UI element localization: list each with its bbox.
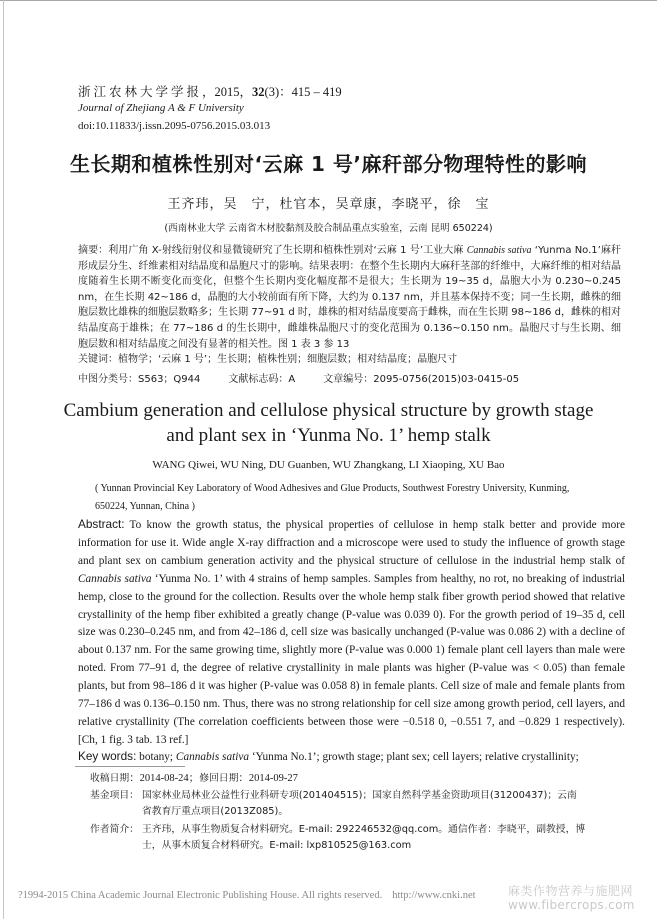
page-top-border (0, 0, 657, 1)
affiliation-en-line-2: 650224, Yunnan, China ) (95, 501, 195, 512)
journal-name-cn: 浙江农林大学学报 (78, 84, 203, 99)
watermark-url: www.fibercrops.com (508, 898, 635, 912)
authors-en: WANG Qiwei, WU Ning, DU Guanben, WU Zhangkang, LI Xiaoping, XU Bao (152, 459, 505, 471)
footnote-divider (75, 766, 185, 767)
doc-code-value: A (288, 374, 296, 385)
received-value: ：2014-08-24； (129, 773, 200, 784)
journal-header-cn (78, 82, 342, 100)
received-label: 收稿日期 (90, 773, 130, 784)
keywords-en-text-2: ‘Yunma No.1’; growth stage; plant sex; cell layers; relative crystallinity; (249, 751, 579, 763)
abstract-en-species: Cannabis sativa (78, 572, 152, 585)
keywords-cn-text: 植物学；‘云麻 1 号’；生长期；植株性别；细胞层数；相对结晶度；晶胞尺寸 (118, 354, 458, 366)
article-no-value: 2095-0756(2015)03-0415-05 (373, 374, 520, 385)
abstract-cn-species: Cannabis sativa (466, 245, 532, 256)
title-cn: 生长期和植株性别对‘云麻 1 号’麻秆部分物理特性的影响 (69, 152, 588, 176)
doi[interactable]: doi:10.11833/j.issn.2095-0756.2015.03.013 (78, 120, 271, 132)
title-en (0, 398, 657, 448)
affiliation-en (95, 480, 615, 516)
doc-code-label: 文献标志码： (228, 374, 289, 385)
author-label: 作者简介： (90, 824, 139, 835)
author-line-1: 王齐玮，从事生物质复合材料研究。E-mail: 292246532@qq.com。通信作者：李晓平，副教授，博 (142, 824, 586, 835)
abstract-en-text-1: To know the growth status, the physical properties of cellulose in hemp stalk better and provide more information for use it. Wide angle X-ray diffraction and a microscope were used to study the influence of growth stage and plant sex on cambium generation activity and the physical structure of cellulose in the industrial hemp stalk of (78, 519, 625, 567)
abstract-cn-text-1: 利用广角 X-射线衍射仪和显微镜研究了生长期和植株性别对‘云麻 1 号’工业大麻 (108, 245, 464, 256)
journal-year: ，2015， (202, 85, 253, 99)
cnki-link[interactable]: http://www.cnki.net (392, 890, 476, 901)
copyright-footer (18, 890, 476, 901)
keywords-en-species: Cannabis sativa (175, 751, 250, 763)
journal-name-en: Journal of Zhejiang A & F University (78, 102, 244, 114)
footnote-author (90, 822, 630, 854)
revised-label: 修回日期 (199, 773, 239, 784)
fund-line-2: 省教育厅重点项目(2013Z085)。 (142, 806, 289, 817)
keywords-en (78, 749, 638, 763)
footnote-dates (90, 771, 630, 787)
watermark (508, 884, 635, 912)
keywords-en-text-1: botany; (136, 751, 176, 763)
article-no-label: 文章编号： (323, 374, 374, 385)
abstract-cn (78, 243, 621, 368)
abstract-cn-text-2: ‘Yunma No.1’麻秆形成层分生、纤维素相对结晶度和晶胞尺寸的影响。结果表明：在整个生长期内大麻秆茎部的纤维中，大麻纤维的相对结晶度随着生长期不断变化而变化，但整个生长期内变化幅度都不是很大；生长期为 19~35 d，晶胞大小为 0.230~0.245 nm，在生长期 42~186 d，晶胞的大小较前面有所下降，大约为 0.137 nm，并且基本保持不变；同一生长期，雌株的细胞层数比雄株的细胞层数略多；生长期 77~91 d 时，雄株的相对结晶度要高于雌株，而在生长期 98~186 d，雌株的相对结晶度高于雄株；在 77~186 d 的生长期中，雌雄株晶胞尺寸的变化范围为 0.136~0.150 nm。晶胞尺寸与生长期、细胞层数和相对结晶度之间没有显著的相关性。图 1 表 3 参 13 (78, 245, 622, 350)
title-en-line-1: Cambium generation and cellulose physical structure by growth stage (63, 400, 594, 421)
footnote-funding (90, 788, 630, 820)
classification-line (78, 370, 621, 385)
keywords-en-label: Key words: (78, 749, 137, 763)
journal-issue-pages: (3)：415 – 419 (264, 85, 342, 99)
title-en-line-2: and plant sex in ‘Yunma No. 1’ hemp stalk (166, 425, 491, 446)
watermark-cn: 麻类作物营养与施肥网 (508, 884, 634, 898)
abstract-en (78, 516, 625, 750)
clc-value: S563；Q944 (138, 374, 201, 385)
abstract-en-label: Abstract: (78, 517, 125, 531)
abstract-cn-label: 摘要： (78, 245, 109, 256)
affiliation-en-line-1: ( Yunnan Provincial Key Laboratory of Wood Adhesives and Glue Products, Southwest Forestry University, Kunming, (95, 483, 570, 494)
clc-label: 中图分类号： (78, 374, 138, 385)
revised-value: ：2014-09-27 (238, 773, 298, 784)
keywords-cn-label: 关键词： (78, 354, 118, 366)
fund-line-1: 国家林业局林业公益性行业科研专项(201404515)；国家自然科学基金资助项目(31200437)；云南 (142, 790, 577, 801)
copyright-text: ?1994-2015 China Academic Journal Electronic Publishing House. All rights reserved. (18, 890, 383, 901)
affiliation-cn: (西南林业大学 云南省木材胶黏剂及胶合制品重点实验室，云南 昆明 650224) (164, 223, 493, 234)
journal-volume: 32 (252, 85, 265, 99)
fund-label: 基金项目： (90, 790, 139, 801)
abstract-en-text-2: ‘Yunma No. 1’ with 4 strains of hemp samples. Samples from healthy, no rot, no breaking of industrial hemp, close to the ground for the collection. Results over the whole hemp stalk fiber growth period showed that relative crystallinity of the hemp fiber exhibited a greatly change (P-value was 0.039 0). For the growth period of 19–35 d, cell size was 0.230–0.245 nm, and from 42–186 d, cell size was basically unchanged (P-value was 0.086 2) with a decline of about 0.137 nm. For the same growing time, slightly more (P-value was 0.000 1) female plant cell layers than male were noted. From 77–91 d, the degree of relative crystallinity in male plants was higher (P-value was < 0.05) than female plants, but from 98–186 d it was higher (P-value was 0.058 8) in female plants. Cell size of male and female plants from 77–186 d was 0.136–0.150 nm. Thus, there was no strong relationship for cell size among growth period, cell layers, and relative crystallinity (The correlation coefficients between those were −0.518 0, −0.551 7, and −0.829 1 respectively). [Ch, 1 fig. 3 tab. 13 ref.] (78, 572, 625, 746)
authors-cn: 王齐玮，吴 宁，杜官本，吴章康，李晓平，徐 宝 (167, 197, 490, 212)
author-line-2: 士，从事木质复合材料研究。E-mail: lxp810525@163.com (142, 840, 412, 851)
